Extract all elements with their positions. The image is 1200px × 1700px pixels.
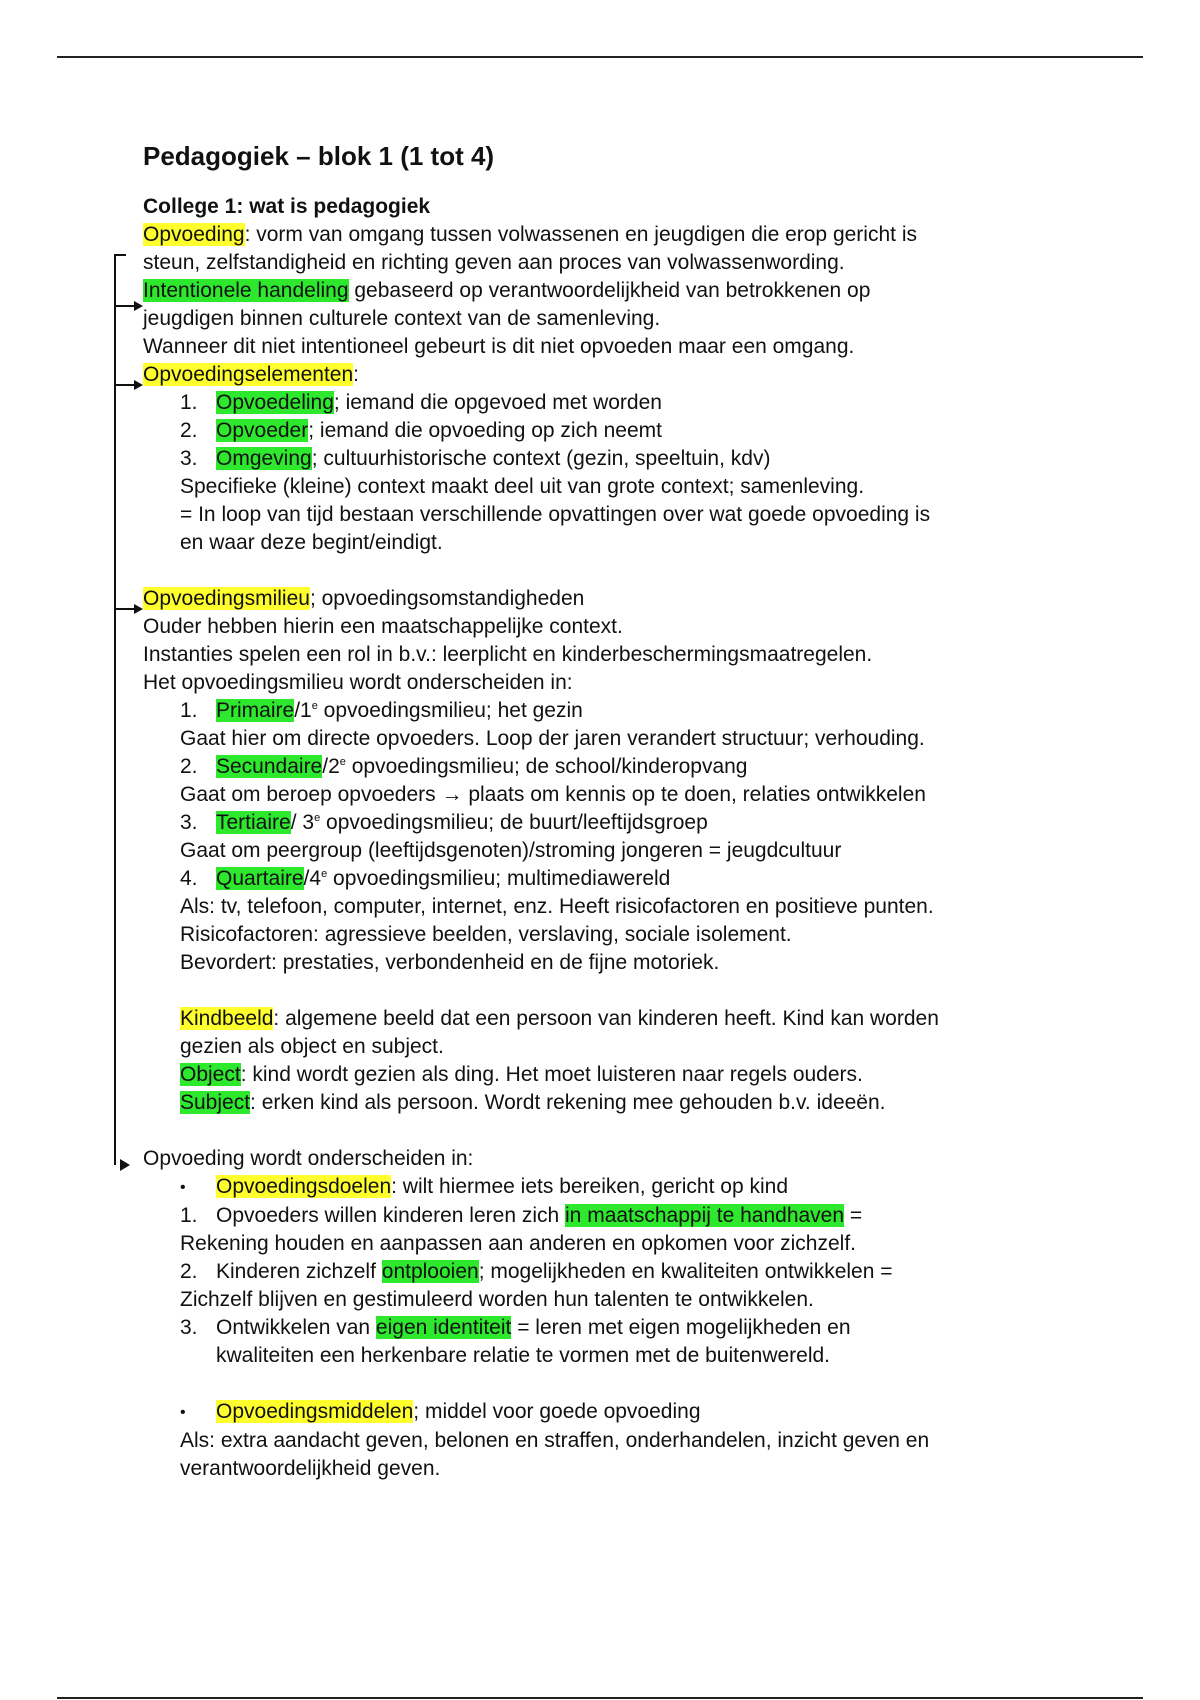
middelen-bullet-line: • Opvoedingsmiddelen; middel voor goede opvoeding: [180, 1400, 701, 1423]
milieu-item: 1. Primaire/1e opvoedingsmilieu; het gezin: [180, 699, 583, 722]
term-kindbeeld: Kindbeeld: [180, 1007, 274, 1030]
term-opvoedingsmilieu: Opvoedingsmilieu: [143, 587, 310, 610]
milieu-item: 2. Secundaire/2e opvoedingsmilieu; de school/kinderopvang: [180, 755, 748, 778]
milieu-line: Ouder hebben hierin een maatschappelijke context.: [143, 615, 623, 638]
term-opvoedingsmiddelen: Opvoedingsmiddelen: [216, 1400, 414, 1423]
milieu-item: 4. Quartaire/4e opvoedingsmilieu; multimediawereld: [180, 867, 671, 890]
elementen-item: 2. Opvoeder; iemand die opvoeding op zich neemt: [180, 419, 662, 442]
college-heading: College 1: wat is pedagogiek: [143, 195, 431, 218]
milieu-item: 3. Tertiaire/ 3e opvoedingsmilieu; de buurt/leeftijdsgroep: [180, 811, 708, 834]
elementen-item: 1. Opvoedeling; iemand die opgevoed met worden: [180, 391, 662, 414]
object-line: Object: kind wordt gezien als ding. Het moet luisteren naar regels ouders.: [180, 1063, 863, 1086]
milieu-line: Instanties spelen een rol in b.v.: leerplicht en kinderbeschermingsmaatregelen.: [143, 643, 873, 666]
doel-item-cont: Rekening houden en aanpassen aan anderen en opkomen voor zichzelf.: [180, 1232, 856, 1255]
milieu-item-desc: Gaat om peergroup (leeftijdsgenoten)/stroming jongeren = jeugdcultuur: [180, 839, 842, 862]
milieu-item-desc: Als: tv, telefoon, computer, internet, enz. Heeft risicofactoren en positieve punten.: [180, 895, 934, 918]
kindbeeld-line-2: gezien als object en subject.: [180, 1035, 444, 1058]
milieu-line: Het opvoedingsmilieu wordt onderscheiden in:: [143, 671, 573, 694]
doel-item-cont: kwaliteiten een herkenbare relatie te vormen met de buitenwereld.: [216, 1344, 831, 1367]
elementen-heading: Opvoedingselementen:: [143, 363, 359, 386]
milieu-bevordert: Bevordert: prestaties, verbondenheid en de fijne motoriek.: [180, 951, 720, 974]
milieu-item-desc: Gaat hier om directe opvoeders. Loop der jaren verandert structuur; verhouding.: [180, 727, 925, 750]
intentional-line: Intentionele handeling gebaseerd op verantwoordelijkheid van betrokkenen op: [143, 279, 871, 302]
term-subject: Subject: [180, 1091, 251, 1114]
intentional-line-3: Wanneer dit niet intentioneel gebeurt is dit niet opvoeden maar een omgang.: [143, 335, 855, 358]
middelen-line: verantwoordelijkheid geven.: [180, 1457, 441, 1480]
header-rule: [57, 56, 1143, 58]
term-opvoedingselementen: Opvoedingselementen: [143, 363, 354, 386]
middelen-line: Als: extra aandacht geven, belonen en straffen, onderhandelen, inzicht geven en: [180, 1429, 930, 1452]
opvoeding-definition-cont: steun, zelfstandigheid en richting geven aan proces van volwassenwording.: [143, 251, 845, 274]
subject-line: Subject: erken kind als persoon. Wordt rekening mee gehouden b.v. ideeën.: [180, 1091, 886, 1114]
elementen-note: = In loop van tijd bestaan verschillende opvattingen over wat goede opvoeding is: [180, 503, 931, 526]
document-title: Pedagogiek – blok 1 (1 tot 4): [143, 141, 495, 171]
elementen-item: 3. Omgeving; cultuurhistorische context (gezin, speeltuin, kdv): [180, 447, 771, 470]
doel-item: 2. Kinderen zichzelf ontplooien; mogelijkheden en kwaliteiten ontwikkelen =: [180, 1260, 893, 1283]
footer-rule: [57, 1697, 1143, 1699]
kindbeeld-line: Kindbeeld: algemene beeld dat een persoon van kinderen heeft. Kind kan worden: [180, 1007, 939, 1030]
doel-item: 3. Ontwikkelen van eigen identiteit = leren met eigen mogelijkheden en: [180, 1316, 851, 1339]
elementen-note: Specifieke (kleine) context maakt deel uit van grote context; samenleving.: [180, 475, 865, 498]
doel-item-cont: Zichzelf blijven en gestimuleerd worden hun talenten te ontwikkelen.: [180, 1288, 814, 1311]
document-page: [143, 138, 1103, 1483]
milieu-heading: Opvoedingsmilieu; opvoedingsomstandigheden: [143, 587, 585, 610]
term-object: Object: [180, 1063, 241, 1086]
term-opvoedingsdoelen: Opvoedingsdoelen: [216, 1175, 392, 1198]
intentional-line-2: jeugdigen binnen culturele context van de samenleving.: [143, 307, 661, 330]
milieu-risico: Risicofactoren: agressieve beelden, verslaving, sociale isolement.: [180, 923, 792, 946]
opvoeding-definition: Opvoeding: vorm van omgang tussen volwassenen en jeugdigen die erop gericht is: [143, 223, 917, 246]
onderscheiden-intro: Opvoeding wordt onderscheiden in:: [143, 1147, 474, 1170]
elementen-note: en waar deze begint/eindigt.: [180, 531, 443, 554]
doel-item: 1. Opvoeders willen kinderen leren zich in maatschappij te handhaven =: [180, 1204, 863, 1227]
term-intentionele-handeling: Intentionele handeling: [143, 279, 349, 302]
term-opvoeding: Opvoeding: [143, 223, 245, 246]
doelen-bullet-line: • Opvoedingsdoelen: wilt hiermee iets bereiken, gericht op kind: [180, 1175, 788, 1198]
milieu-item-desc: Gaat om beroep opvoeders → plaats om kennis op te doen, relaties ontwikkelen: [180, 783, 926, 806]
